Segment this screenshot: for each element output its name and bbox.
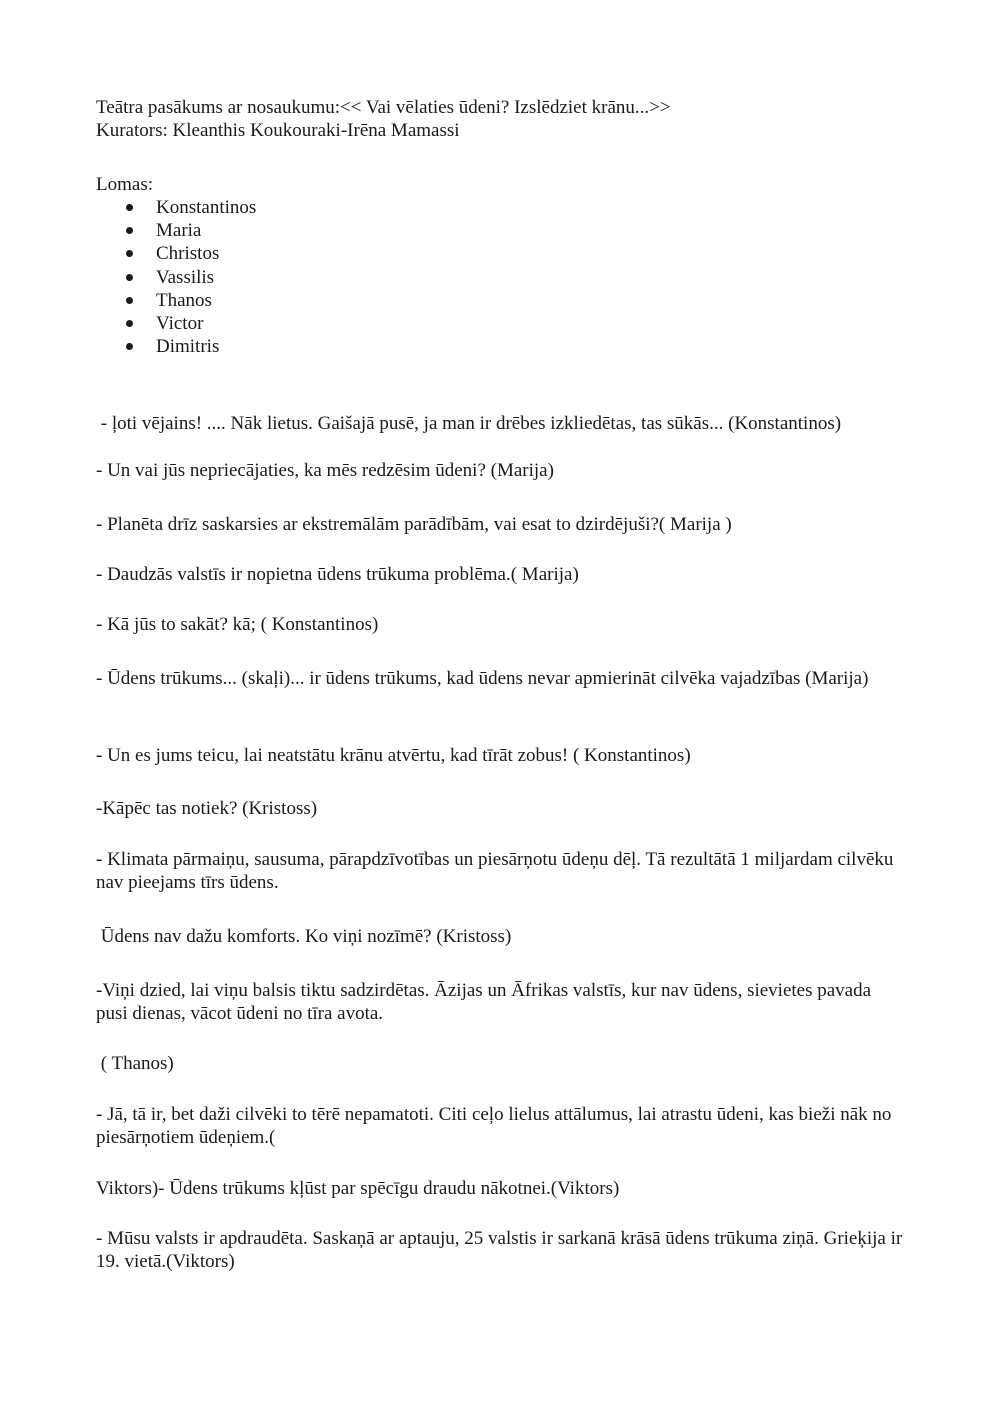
bullet-icon	[126, 227, 133, 234]
dialogue-line: - Un es jums teicu, lai neatstātu krānu atvērtu, kad tīrāt zobus! ( Konstantinos)	[96, 745, 691, 766]
roles-list	[96, 196, 256, 358]
dialogue-line: - Mūsu valsts ir apdraudēta. Saskaņā ar aptauju, 25 valstis ir sarkanā krāsā ūdens trūkuma ziņā. Grieķija ir 19. vietā.(Viktors)	[96, 1228, 903, 1272]
list-item	[96, 266, 256, 289]
role-name: Konstantinos	[156, 197, 257, 218]
role-name: Christos	[156, 243, 220, 265]
roles-heading: Lomas:	[96, 174, 153, 195]
event-title: Teātra pasākums ar nosaukumu:<< Vai vēlaties ūdeni? Izslēdziet krānu...>>	[96, 97, 671, 118]
list-item	[96, 242, 256, 265]
curators-line: Kurators: Kleanthis Koukouraki-Irēna Mamassi	[96, 120, 460, 141]
role-name: Maria	[156, 220, 202, 242]
dialogue-line: -Kāpēc tas notiek? (Kristoss)	[96, 798, 318, 819]
dialogue-line: - Kā jūs to sakāt? kā; ( Konstantinos)	[96, 614, 379, 635]
list-item	[96, 335, 256, 358]
dialogue-line: Viktors)- Ūdens trūkums kļūst par spēcīgu draudu nākotnei.(Viktors)	[96, 1178, 620, 1199]
bullet-icon	[126, 274, 133, 281]
bullet-icon	[126, 343, 133, 350]
role-name: Thanos	[156, 289, 212, 311]
bullet-icon	[126, 204, 133, 211]
dialogue-line: - ļoti vējains! .... Nāk lietus. Gaišajā pusē, ja man ir drēbes izkliedētas, tas sūkās... (Konstantinos)	[96, 413, 842, 434]
list-item	[96, 196, 256, 219]
dialogue-line: ( Thanos)	[96, 1053, 174, 1074]
dialogue-line: - Un vai jūs nepriecājaties, ka mēs redzēsim ūdeni? (Marija)	[96, 460, 554, 481]
dialogue-line: - Jā, tā ir, bet daži cilvēki to tērē nepamatoti. Citi ceļo lielus attālumus, lai atrastu ūdeni, kas bieži nāk no piesārņotiem ūdeņiem.(	[96, 1104, 892, 1148]
role-name: Dimitris	[156, 336, 220, 358]
bullet-icon	[126, 320, 133, 327]
dialogue-line: - Klimata pārmaiņu, sausuma, pārapdzīvotības un piesārņotu ūdeņu dēļ. Tā rezultātā 1 miljardam cilvēku nav pieejams tīrs ūdens.	[96, 849, 894, 893]
role-name: Victor	[156, 312, 204, 334]
role-name: Vassilis	[156, 266, 215, 288]
dialogue-line: - Daudzās valstīs ir nopietna ūdens trūkuma problēma.( Marija)	[96, 564, 579, 585]
bullet-icon	[126, 250, 133, 257]
dialogue-line: - Planēta drīz saskarsies ar ekstremālām parādībām, vai esat to dzirdējuši?( Marija )	[96, 514, 732, 535]
list-item	[96, 219, 256, 242]
dialogue-line: - Ūdens trūkums... (skaļi)... ir ūdens trūkums, kad ūdens nevar apmierināt cilvēka vajadzības (Marija)	[96, 668, 869, 689]
bullet-icon	[126, 297, 133, 304]
dialogue-line: -Viņi dzied, lai viņu balsis tiktu sadzirdētas. Āzijas un Āfrikas valstīs, kur nav ūdens, sievietes pavada pusi dienas, vācot ūdeni no tīra avota.	[96, 980, 872, 1024]
dialogue-line: Ūdens nav dažu komforts. Ko viņi nozīmē? (Kristoss)	[96, 926, 512, 947]
list-item	[96, 312, 256, 335]
list-item	[96, 289, 256, 312]
